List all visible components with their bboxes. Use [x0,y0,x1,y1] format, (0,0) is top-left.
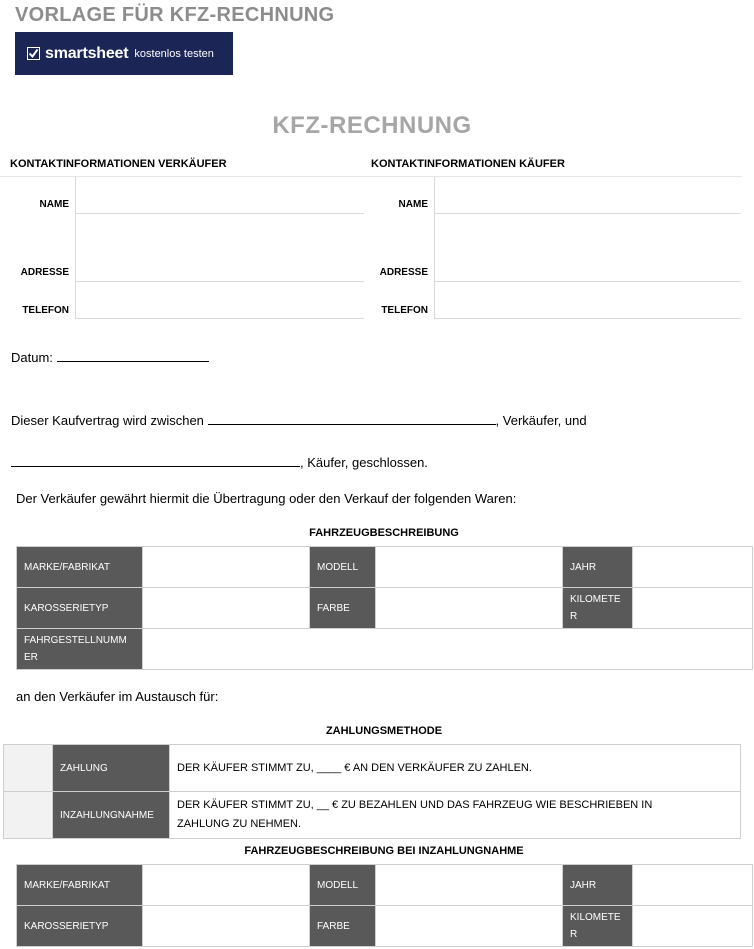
contract-seller-text: , Verkäufer, und [495,413,587,428]
banner-brand: smartsheet [45,44,129,62]
payment-select-cell[interactable] [4,745,53,792]
tradein-year-field[interactable] [633,865,753,906]
banner-cta: kostenlos testen [134,47,214,60]
make-label: MARKE/FABRIKAT [17,547,143,588]
date-blank[interactable] [57,348,209,362]
tradein-model-label: MODELL [310,865,376,906]
seller-phone-field[interactable] [75,282,364,319]
table-row [17,865,753,906]
model-label: MODELL [310,547,376,588]
seller-phone-label: TELEFON [22,305,69,316]
tradein-body-type-field[interactable] [143,906,310,947]
buyer-phone-field[interactable] [434,282,741,319]
tradein-mileage-label-line1: KILOMETE [570,912,621,923]
buyer-address-label: ADRESSE [379,267,428,278]
contract-line-2 [11,453,428,470]
seller-name-field[interactable] [75,177,364,214]
date-label: Datum: [11,350,53,365]
transfer-text: Der Verkäufer gewährt hiermit die Übertragung oder den Verkauf der folgenden Waren: [16,491,517,506]
tradein-vehicle-table [16,864,753,947]
smartsheet-check-icon [27,47,40,60]
body-type-label: KAROSSERIETYP [17,588,143,629]
table-row [4,745,741,792]
seller-name-blank[interactable] [208,411,496,425]
tradein-label: INZAHLUNGNAHME [53,792,170,839]
contract-line-1 [11,411,587,428]
buyer-address-field[interactable] [434,214,741,282]
vin-field[interactable] [143,629,753,670]
tradein-mileage-label-line2: R [570,929,578,940]
color-field[interactable] [376,588,563,629]
mileage-label [563,588,633,629]
buyer-phone-label: TELEFON [381,305,428,316]
tradein-select-cell[interactable] [4,792,53,839]
buyer-name-field[interactable] [434,177,741,214]
model-field[interactable] [376,547,563,588]
tradein-body-type-label: KAROSSERIETYP [17,906,143,947]
mileage-field[interactable] [633,588,753,629]
tradein-description [170,792,741,839]
year-field[interactable] [633,547,753,588]
exchange-text: an den Verkäufer im Austausch für: [16,689,219,704]
vehicle-table-title: FAHRZEUGBESCHREIBUNG [309,527,459,539]
mileage-label-line1: KILOMETE [570,594,621,605]
tradein-model-field[interactable] [376,865,563,906]
table-row [17,906,753,947]
buyer-contact-heading: KONTAKTINFORMATIONEN KÄUFER [371,158,565,170]
tradein-color-field[interactable] [376,906,563,947]
tradein-description-line1: DER KÄUFER STIMMT ZU, __ € ZU BEZAHLEN UND DAS FAHRZEUG WIE BESCHRIEBEN IN [177,799,653,811]
contract-start-text: Dieser Kaufvertrag wird zwischen [11,413,204,428]
tradein-table-title: FAHRZEUGBESCHREIBUNG BEI INZAHLUNGNAHME [244,845,524,857]
seller-address-label: ADRESSE [20,267,69,278]
payment-description: DER KÄUFER STIMMT ZU, ____ € AN DEN VERKÄUFER ZU ZAHLEN. [170,745,741,792]
year-label: JAHR [563,547,633,588]
smartsheet-banner[interactable] [15,32,233,75]
tradein-year-label: JAHR [563,865,633,906]
tradein-description-line2: ZAHLUNG ZU NEHMEN. [177,818,302,830]
vin-label [17,629,143,670]
tradein-color-label: FARBE [310,906,376,947]
color-label: FARBE [310,588,376,629]
seller-address-field[interactable] [75,214,364,282]
table-row [17,629,753,670]
payment-label: ZAHLUNG [53,745,170,792]
tradein-mileage-field[interactable] [633,906,753,947]
payment-table [3,744,741,839]
vin-label-line1: FAHRGESTELLNUMM [24,635,127,646]
table-row [17,588,753,629]
vehicle-table [16,546,753,670]
tradein-mileage-label [563,906,633,947]
page-title: KFZ-RECHNUNG [272,112,472,139]
seller-name-label: NAME [39,199,69,210]
buyer-name-label: NAME [398,199,428,210]
tradein-make-field[interactable] [143,865,310,906]
document-title: VORLAGE FÜR KFZ-RECHNUNG [15,4,335,26]
tradein-make-label: MARKE/FABRIKAT [17,865,143,906]
contract-buyer-text: , Käufer, geschlossen. [300,455,428,470]
seller-contact-heading: KONTAKTINFORMATIONEN VERKÄUFER [10,158,227,170]
buyer-name-blank[interactable] [11,453,300,467]
payment-table-title: ZAHLUNGSMETHODE [325,725,443,737]
mileage-label-line2: R [570,611,578,622]
date-line [11,348,209,365]
table-row [17,547,753,588]
vin-label-line2: ER [24,652,38,663]
table-row [4,792,741,839]
make-field[interactable] [143,547,310,588]
body-type-field[interactable] [143,588,310,629]
